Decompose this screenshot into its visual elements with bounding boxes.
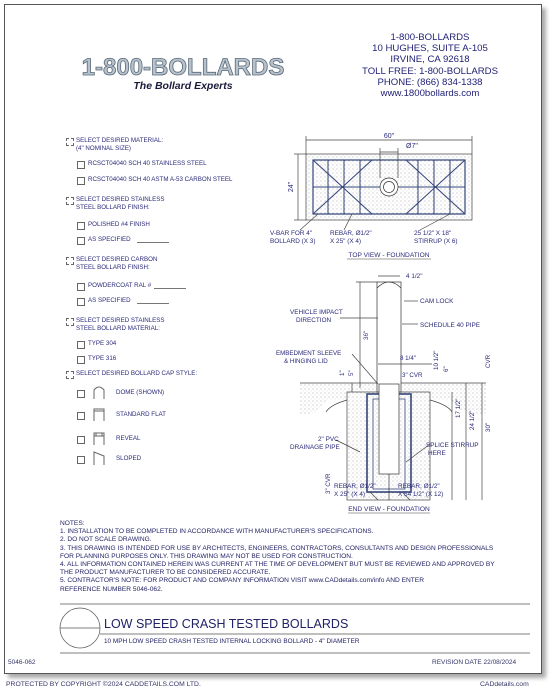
ss-finish-title: SELECT DESIRED STAINLESS [76,196,165,203]
company-line: PHONE: (866) 834-1338 [377,76,483,88]
end-dim-36: 36" [363,330,370,340]
note-line: 4. ALL INFORMATION CONTAINED HEREIN WAS CURRENT AT THE TIME OF DEVELOPMENT BUT MUST BE REVIEWED AND APPROVED BY [60,561,495,569]
end-dim-17h: 17 1/2" [455,398,462,418]
rebar-b-label-2: X 54 1/2" (X 12) [398,491,444,498]
ss-finish-subtitle: STEEL BOLLARD FINISH: [76,204,150,211]
company-line: IRVINE, CA 92618 [390,54,470,66]
end-dim-8q: 8 1/4" [400,355,416,362]
end-dim-3cvr: 3" CVR [402,372,423,379]
ss-material-option-label: TYPE 316 [88,355,117,362]
cap-option-label: STANDARD FLAT [116,411,166,418]
end-dim-cvr: CVR [485,354,492,368]
cs-finish-option-label: AS SPECIFIED [88,297,131,304]
copyright-footer: PROTECTED BY COPYRIGHT ©2024 CADDETAILS.COM LTD. [6,681,201,688]
pipe-label: SCHEDULE 40 PIPE [420,322,481,329]
notes-block [60,520,520,594]
note-line: THE PRODUCT MANUFACTURER TO BE CONSIDERED ACCURATE. [60,569,271,577]
top-view-title: TOP VIEW - FOUNDATION [348,252,430,259]
drawing-title: LOW SPEED CRASH TESTED BOLLARDS [104,617,349,631]
vbar-label: V-BAR FOR 4" [270,230,313,237]
rebar-label-2: X 25" (X 4) [330,238,362,245]
material-subtitle: (4" NOMINAL SIZE) [76,145,131,152]
cap-style-title: SELECT DESIRED BOLLARD CAP STYLE: [76,370,198,377]
ss-material-title: SELECT DESIRED STAINLESS [76,317,165,324]
material-option-label: RCSCT04040 SCH 40 STAINLESS STEEL [88,160,207,167]
company-line: TOLL FREE: 1-800-BOLLARDS [362,65,498,77]
stirrup-label: 25 1/2" X 18" [414,230,452,237]
ss-material-option-label: TYPE 304 [88,340,117,347]
rebar-b-label: REBAR, Ø1/2" [398,483,440,490]
revision-date: REVISION DATE 22/08/2024 [432,659,517,666]
note-line: 2. DO NOT SCALE DRAWING. [60,536,152,544]
impact-label-2: DIRECTION [296,317,332,324]
ss-material-subtitle: STEEL BOLLARD MATERIAL: [76,325,160,332]
note-line: 5. CONTRACTOR'S NOTE: FOR PRODUCT AND COMPANY INFORMATION VISIT www.CADdetails.com/info AND ENTER [60,577,424,585]
ss-finish-option-label: AS SPECIFIED [88,236,131,243]
stirrup-label-2: STIRRUP (X 6) [414,238,458,245]
notes-header: NOTES: [60,520,85,527]
top-depth-dim: 24" [288,181,295,193]
end-dim-3cvr-bottom: 3" CVR [325,473,332,494]
note-line: 3. THIS DRAWING IS INTENDED FOR USE BY ARCHITECTS, ENGINEERS, CONTRACTORS, CONSULTANTS AND DESIGN PROFESSIONALS [60,544,494,552]
rebar-a-label: REBAR, Ø1/2" [334,483,376,490]
embed-label: EMBEDMENT SLEEVE [276,350,342,357]
cs-finish-title: SELECT DESIRED CARBON [76,256,158,263]
company-line: 1-800-BOLLARDS [390,32,470,43]
end-dim-24h: 24 1/2" [469,410,476,430]
cap-option-label: DOME (SHOWN) [116,389,165,396]
top-width-dim: 60" [383,133,395,140]
impact-label: VEHICLE IMPACT [290,309,343,316]
cap-option-label: REVEAL [116,435,141,442]
pvc-label-2: DRAINAGE PIPE [290,444,340,451]
end-dim-10h: 10 1/2" [433,350,440,370]
cs-finish-subtitle: STEEL BOLLARD FINISH: [76,264,150,271]
embed-label-2: & HINGING LID [284,358,328,365]
logo-text: 1-800-BOLLARDS [81,54,285,81]
cam-lock-label: CAM LOCK [420,298,454,305]
end-dim-5: 5" [348,370,355,376]
top-view [294,136,472,230]
top-diameter-dim: Ø7" [406,143,418,150]
note-line: FOR PLANNING PURPOSES ONLY. THIS DRAWING MAY NOT BE USED FOR CONSTRUCTION. [60,552,353,560]
drawing-subtitle: 10 MPH LOW SPEED CRASH TESTED INTERNAL LOCKING BOLLARD - 4" DIAMETER [104,638,360,645]
end-view-title: END VIEW - FOUNDATION [348,506,430,513]
bollard-pipe [377,282,401,392]
bollard-sleeve-circle [380,178,398,196]
splice-label-2: HERE [428,450,446,457]
note-line: REFERENCE NUMBER 5046-062. [60,585,163,593]
end-dim-30: 30" [485,422,492,432]
logo-tagline: The Bollard Experts [133,80,233,92]
ss-finish-option-label: POLISHED #4 FINISH [88,221,150,228]
rebar-a-label-2: X 25" (X 4) [334,491,366,498]
end-dim-4half: 4 1/2" [406,273,423,280]
end-dim-6: 6" [443,366,450,372]
company-line: www.1800bollards.com [380,88,480,100]
cs-finish-option-label: POWDERCOAT RAL # [88,282,152,289]
company-line: 10 HUGHES, SUITE A-105 [372,43,488,55]
splice-label: SPLICE STIRRUP [426,442,479,449]
brand-footer[interactable]: CADdetails.com [480,681,529,688]
pvc-label: 2" PVC [318,436,339,443]
material-title: SELECT DESIRED MATERIAL: [76,137,164,144]
embedment-sleeve [379,384,399,474]
end-dim-1: 1" [339,370,346,376]
rebar-label: REBAR, Ø1/2" [330,230,372,237]
material-option-label: RCSCT04040 SCH 40 ASTM A-53 CARBON STEEL [88,176,233,183]
reference-number: 5046-062 [8,659,36,666]
note-line: 1. INSTALLATION TO BE COMPLETED IN ACCORDANCE WITH MANUFACTURER'S SPECIFICATIONS. [60,528,374,536]
cap-option-label: SLOPED [116,455,142,462]
vbar-label-2: BOLLARD (X 3) [270,238,316,245]
